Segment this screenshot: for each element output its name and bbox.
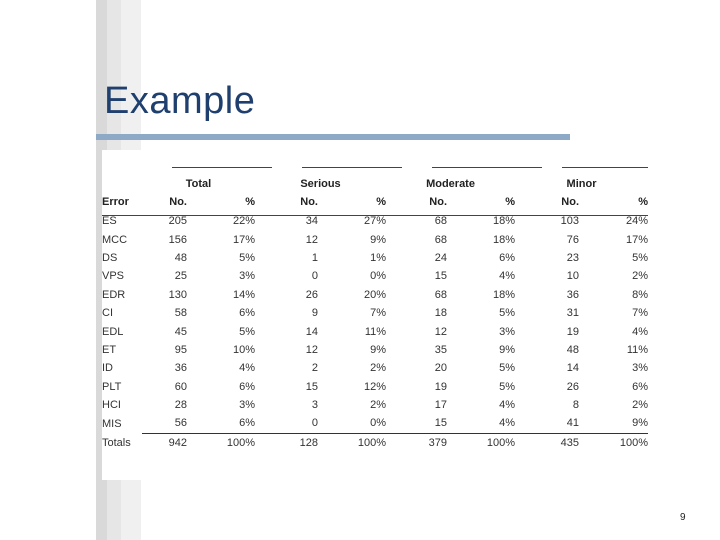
table-row (102, 212, 648, 230)
row-label-cell: ET (102, 343, 117, 356)
table-cell: 17 (434, 399, 448, 412)
totals-row (102, 433, 648, 452)
table-cell: 68 (434, 215, 448, 228)
table-cell: 26 (566, 380, 580, 393)
table-cell: 12 (305, 233, 318, 246)
table-cell: 35 (434, 343, 448, 356)
column-header: No. (429, 196, 448, 208)
table-cell: 4% (499, 270, 516, 283)
row-label-cell: Totals (102, 436, 131, 449)
table-cell: 5% (239, 325, 255, 338)
group-header-serious: Serious (300, 178, 341, 190)
group-header-row (102, 176, 648, 192)
page-number: 9 (680, 512, 686, 523)
group-rule-minor (562, 167, 648, 168)
column-header: No. (169, 196, 187, 208)
table-cell: 0 (255, 414, 318, 433)
table-cell: 103 (560, 215, 580, 228)
row-label-cell: DS (102, 251, 118, 264)
table-cell: 4% (499, 399, 516, 412)
table-cell: 5% (632, 251, 649, 264)
table-cell: 18% (492, 233, 516, 246)
table-row (102, 230, 648, 248)
table-cell: 6% (632, 380, 649, 393)
table-cell: 6% (187, 414, 255, 433)
table-cell: 8% (632, 288, 649, 301)
table-cell: 18% (492, 215, 516, 228)
table-cell: 5% (499, 307, 516, 320)
table-cell: 379 (428, 436, 448, 449)
table-row (102, 396, 648, 414)
column-header: % (376, 196, 387, 208)
table-cell: 5% (499, 362, 516, 375)
table-cell: 15 (305, 380, 318, 393)
table-cell: 7% (632, 307, 649, 320)
table-cell: 95 (174, 343, 187, 356)
table-cell: 128 (299, 436, 318, 449)
table-cell: 18 (434, 307, 448, 320)
column-header: % (638, 196, 649, 208)
row-label-cell: VPS (102, 270, 125, 283)
table-cell: 11% (626, 343, 649, 356)
table-cell: 0 (311, 270, 318, 283)
row-label-cell: ES (102, 215, 117, 228)
table-cell: 26 (305, 288, 318, 301)
table-cell: 10 (566, 270, 580, 283)
row-label-cell: HCI (102, 399, 121, 412)
column-header: No. (561, 196, 580, 208)
table-cell: 942 (168, 436, 187, 449)
column-header: Error (102, 196, 129, 208)
table-cell: 12 (305, 343, 318, 356)
table-cell: 34 (305, 215, 318, 228)
title-underline (96, 134, 570, 140)
table-cell: 4% (632, 325, 649, 338)
table-cell: 28 (174, 399, 187, 412)
table-cell: 41 (515, 414, 579, 433)
column-header-row (102, 192, 648, 212)
group-rule-total (172, 167, 272, 168)
table-cell: 15 (386, 414, 447, 433)
group-header-total: Total (185, 178, 212, 190)
table-cell: 12 (434, 325, 448, 338)
table-cell: 3% (632, 362, 649, 375)
table-cell: 2% (370, 399, 387, 412)
table-row (102, 249, 648, 267)
table-cell: 100% (357, 436, 387, 449)
table-cell: 10% (232, 343, 255, 356)
table-cell: 435 (560, 436, 580, 449)
table-cell: 56 (142, 414, 187, 433)
table-cell: 6% (239, 380, 255, 393)
error-table-panel (102, 150, 648, 480)
table-cell: 9% (370, 343, 387, 356)
row-label-cell: ID (102, 362, 113, 375)
table-cell: 17% (232, 233, 255, 246)
slide-title: Example (104, 80, 256, 122)
table-row (102, 359, 648, 377)
table-cell: 130 (168, 288, 187, 301)
table-cell: 2% (370, 362, 387, 375)
table-cell: 31 (566, 307, 580, 320)
table-cell: 12% (363, 380, 387, 393)
table-row (102, 304, 648, 322)
table-cell: 19 (566, 325, 580, 338)
table-cell: 11% (364, 325, 387, 338)
column-header: % (245, 196, 255, 208)
table-cell: 68 (434, 288, 448, 301)
table-cell: 4% (239, 362, 255, 375)
table-row (102, 414, 648, 433)
table-row (102, 341, 648, 359)
table-cell: 2% (632, 399, 649, 412)
table-cell: 15 (434, 270, 448, 283)
table-cell: 8 (572, 399, 580, 412)
table-row (102, 286, 648, 304)
table-cell: 22% (232, 215, 255, 228)
table-row (102, 378, 648, 396)
table-cell: 6% (239, 307, 255, 320)
table-cell: 18% (492, 288, 516, 301)
table-body (102, 176, 648, 452)
table-cell: 100% (619, 436, 649, 449)
group-rule-serious (302, 167, 402, 168)
table-cell: 9% (370, 233, 387, 246)
table-cell: 60 (174, 380, 187, 393)
table-cell: 68 (434, 233, 448, 246)
table-cell: 20 (434, 362, 448, 375)
column-header: % (505, 196, 516, 208)
error-table (102, 176, 648, 452)
table-cell: 48 (566, 343, 580, 356)
table-cell: 6% (499, 251, 516, 264)
table-cell: 2 (311, 362, 318, 375)
table-cell: 9% (499, 343, 516, 356)
table-cell: 24 (434, 251, 448, 264)
table-cell: 17% (626, 233, 649, 246)
table-cell: 20% (363, 288, 387, 301)
table-cell: 14 (305, 325, 318, 338)
table-cell: 1% (370, 251, 387, 264)
table-cell: 19 (434, 380, 448, 393)
table-cell: 5% (499, 380, 516, 393)
table-cell: 14 (566, 362, 580, 375)
table-cell: 100% (226, 436, 255, 449)
table-cell: 7% (370, 307, 387, 320)
table-cell: 76 (566, 233, 580, 246)
table-cell: 3% (499, 325, 516, 338)
table-cell: 3% (239, 399, 255, 412)
row-label-cell: CI (102, 307, 113, 320)
table-cell: 36 (566, 288, 580, 301)
table-cell: 0% (318, 414, 386, 433)
row-label-cell: EDL (102, 325, 124, 338)
table-cell: 48 (174, 251, 187, 264)
table-cell: 0% (370, 270, 387, 283)
table-row (102, 322, 648, 340)
row-label-cell: MIS (102, 417, 122, 430)
table-cell: 5% (239, 251, 255, 264)
table-cell: 2% (632, 270, 649, 283)
table-cell: 24% (626, 215, 649, 228)
table-cell: 23 (566, 251, 580, 264)
table-cell: 9% (579, 414, 648, 433)
row-label-cell: EDR (102, 288, 126, 301)
table-cell: 100% (486, 436, 516, 449)
row-label-cell: PLT (102, 380, 122, 393)
table-cell: 3 (311, 399, 318, 412)
group-header-minor: Minor (566, 178, 597, 190)
group-header-moderate: Moderate (426, 178, 475, 190)
group-rule-moderate (432, 167, 542, 168)
table-cell: 205 (168, 215, 187, 228)
table-cell: 25 (174, 270, 187, 283)
table-cell: 45 (174, 325, 187, 338)
table-cell: 27% (363, 215, 387, 228)
column-header: No. (300, 196, 318, 208)
table-cell: 14% (232, 288, 255, 301)
table-cell: 156 (168, 233, 187, 246)
table-cell: 3% (239, 270, 255, 283)
row-label-cell: MCC (102, 233, 128, 246)
table-cell: 9 (311, 307, 318, 320)
table-cell: 4% (447, 414, 515, 433)
table-cell: 58 (174, 307, 187, 320)
table-cell: 36 (174, 362, 187, 375)
table-row (102, 267, 648, 285)
table-cell: 1 (311, 251, 318, 264)
